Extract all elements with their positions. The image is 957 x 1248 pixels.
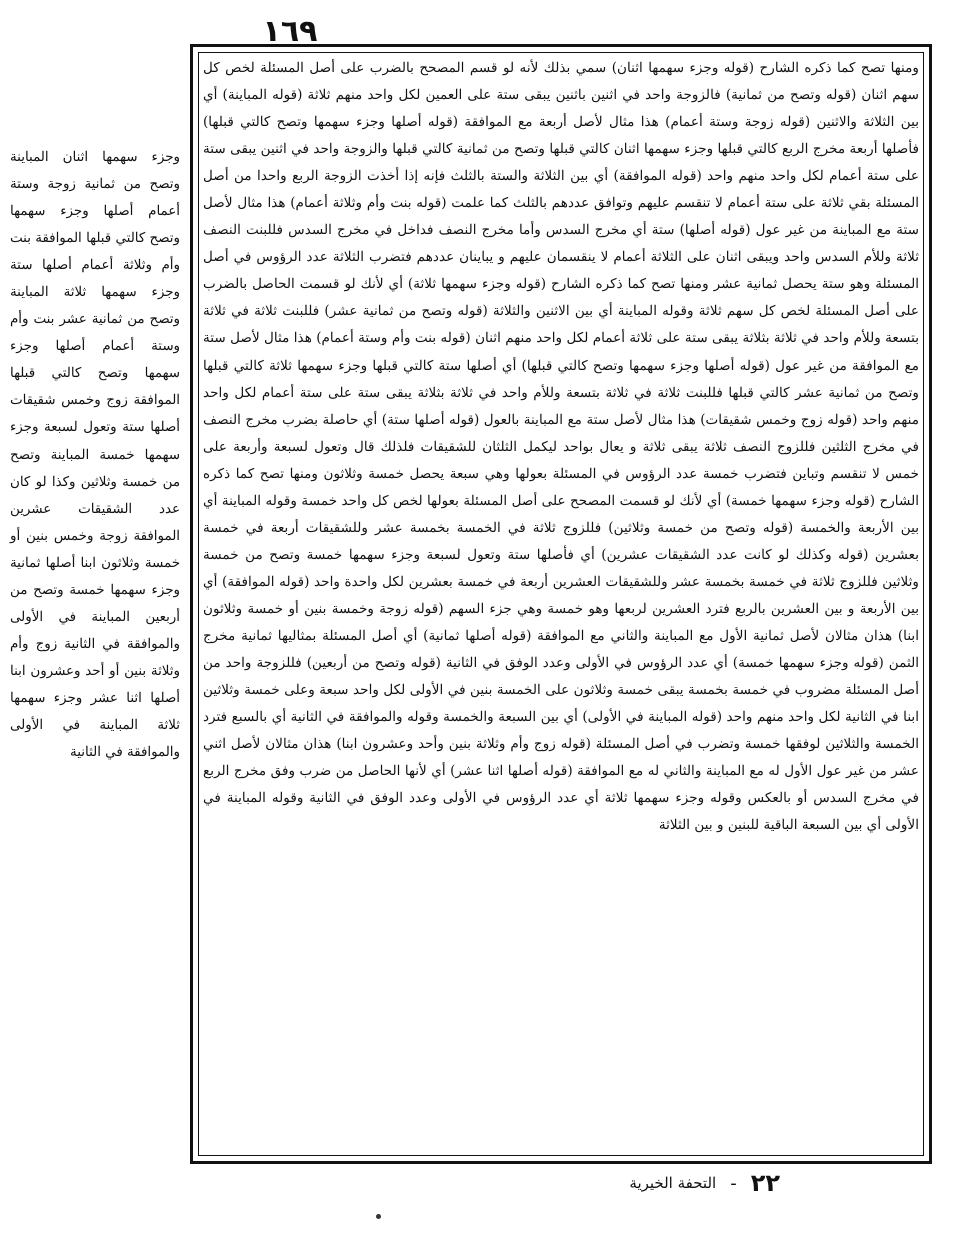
commentary-paragraph: ومنها تصح كما ذكره الشارح (قوله وجزء سهمها اثنان) سمي بذلك لأنه لو قسم المصحح بالضرب على أصل المسئلة لخص كل سهم اثنان (قوله وتصح من ثمانية) فالزوجة واحد في اثنين باثنين يبقى ستة على العمين لكل واحد منهم ثلاثة (قوله المباينة) أي بين الثلاثة والاثنين (قوله زوجة وستة أعمام) هذا مثال لأصل أربعة مع الموافقة (قوله أصلها وجزء سهمها وتصح كالتي قبلها) فأصلها أربعة مخرج الربع كالتي قبلها وجزء سهمها اثنان كالتي قبلها وتصح من ثمانية كالتي قبلها والزوجة واحد في اثنين يبقى ستة على ستة أعمام لكل واحد منهم واحد (قوله الموافقة) أي بين الثلاثة والستة بالثلث فإنه إذا أخذت الزوجة الربع واحدا من أصل المسئلة بقي ثلاثة على ستة أعمام لا تنقسم عليهم وتوافق عددهم بالثلث كما علمت (قوله بنت وأم وثلاثة أعمام) هذا مثال لأصل ستة مع المباينة من غير عول (قوله أصلها) ستة أي مخرج السدس وأما مخرج النصف فداخل في مخرج السدس فللبنت النصف ثلاثة وللأم السدس واحد ويبقى اثنان على الثلاثة أعمام لا ينقسمان عليهم و يباينان عددهم فتضرب الثلاثة عدد الرؤوس في أصل المسئلة وهو ستة يحصل ثمانية عشر ومنها تصح كما ذكره الشارح (قوله وجزء سهمها ثلاثة) أي لأنك لو قسمت الحاصل بالضرب على أصل المسئلة لخص كل سهم ثلاثة وقوله المباينة أي بين الاثنين والثلاثة (قوله وتصح من ثمانية عشر) فللبنت ثلاثة في ثلاثة بتسعة وللأم واحد في ثلاثة بثلاثة يبقى ستة على ثلاثة أعمام لكل واحد منهم اثنان (قوله بنت وأم وستة أعمام) هذا مثال لأصل ستة مع الموافقة من غير عول (قوله أصلها وجزء سهمها وتصح كالتي قبلها) أي أصلها ستة كالتي قبلها وجزء سهمها ثلاثة كالتي قبلها وتصح من ثمانية عشر كالتي قبلها فللبنت ثلاثة في ثلاثة بتسعة وللأم واحد في ثلاثة بثلاثة يبقى ستة على ستة أعمام لكل واحد منهم واحد (قوله زوج وخمس شقيقات) هذا مثال لأصل ستة مع المباينة بالعول (قوله أصلها ستة) أي حاصلة بضرب مخرج النصف في مخرج الثلثين فللزوج النصف ثلاثة يبقى ثلاثة و يعال بواحد ليكمل الثلثان للشقيقات فلذلك قال وتعول لسبعة وأربعة على خمس لا تنقسم وتباين فتضرب خمسة عدد الرؤوس في المسئلة بعولها وهي سبعة يحصل خمسة وثلاثون ومنها تصح كما ذكره الشارح (قوله وجزء سهمها خمسة) أي لأنك لو قسمت المصحح على أصل المسئلة بعولها لخص كل واحد خمسة وقوله المباينة أي بين الأربعة والخمسة (قوله وتصح من خمسة وثلاثين) فللزوج ثلاثة في الخمسة بخمسة عشر وللشقيقات أربعة في خمسة بعشرين (قوله وكذلك لو كانت عدد الشقيقات عشرين) أي فأصلها ستة وتعول لسبعة وجزء سهمها خمسة وتصح من خمسة وثلاثين فللزوج ثلاثة في خمسة بخمسة عشر وللشقيقات العشرين أربعة في خمسة بعشرين لكل واحدة واحد (قوله الموافقة) أي بين الأربعة و بين العشرين بالربع فترد العشرين لربعها وهو خمسة وهي جزء السهم (قوله زوجة وخمسة بنين أو خمسة وثلاثون ابنا) هذان مثالان لأصل ثمانية الأول مع المباينة والثاني مع الموافقة (قوله أصلها ثمانية) أي أصل المسئلة بمثاليها ثمانية مخرج الثمن (قوله وجزء سهمها خمسة) أي عدد الرؤوس في الأولى وعدد الوفق في الثانية (قوله وتصح من أربعين) فللزوجة واحد من أصل المسئلة مضروب في خمسة بخمسة يبقى خمسة وثلاثون على الخمسة بنين في الأولى لكل واحد سبعة وعلى خمسة وثلاثين ابنا في الثانية لكل واحد منهم واحد (قوله المباينة في الأولى) أي بين السبعة والخمسة وقوله والموافقة في الثانية أي بالسبع فترد الخمسة والثلاثين لوفقها خمسة وتضرب في أصل المسئلة (قوله زوج وأم وثلاثة بنين وأحد وعشرون ابنا) هذان مثالان لأصل اثني عشر من غير عول الأول له مع المباينة والثاني له مع الموافقة (قوله أصلها اثنا عشر) أي لأنها الحاصل من ضرب وفق مخرج الربع في مخرج السدس أو بالعكس وقوله وجزء سهمها ثلاثة أي عدد الرؤوس في الأولى وعدد الوفق في الثانية وقوله المباينة في الأولى أي بين السبعة الباقية للبنين و بين الثلاثة bbox=[203, 60, 919, 834]
page-number: ١٦٩ bbox=[262, 14, 318, 49]
footer-separator: - bbox=[730, 1172, 737, 1194]
commentary-body bbox=[203, 55, 919, 1155]
main-text-frame bbox=[190, 44, 932, 1164]
signature-number: ٢٢ bbox=[750, 1169, 780, 1197]
margin-notes bbox=[10, 144, 180, 766]
book-title: التحفة الخيرية bbox=[629, 1174, 717, 1192]
margin-note-paragraph: وجزء سهمها اثنان المباينة وتصح من ثمانية زوجة وستة أعمام أصلها وجزء سهمها وتصح كالتي قبلها الموافقة بنت وأم وثلاثة أعمام أصلها ستة وجزء سهمها ثلاثة المباينة وتصح من ثمانية عشر بنت وأم وستة أعمام أصلها وجزء سهمها وتصح كالتي قبلها الموافقة زوج وخمس شقيقات أصلها ستة وتعول لسبعة وجزء سهمها خمسة المباينة وتصح من خمسة وثلاثين وكذا لو كان عدد الشقيقات عشرين الموافقة زوجة وخمس بنين أو خمسة وثلاثون ابنا أصلها ثمانية وجزء سهمها خمسة وتصح من أربعين المباينة في الأولى والموافقة في الثانية زوج وأم وثلاثة بنين أو أحد وعشرون ابنا أصلها اثنا عشر وجزء سهمها ثلاثة المباينة في الأولى والموافقة في الثانية bbox=[10, 150, 180, 761]
page-footer bbox=[580, 1166, 780, 1200]
ink-dot bbox=[376, 1214, 381, 1219]
